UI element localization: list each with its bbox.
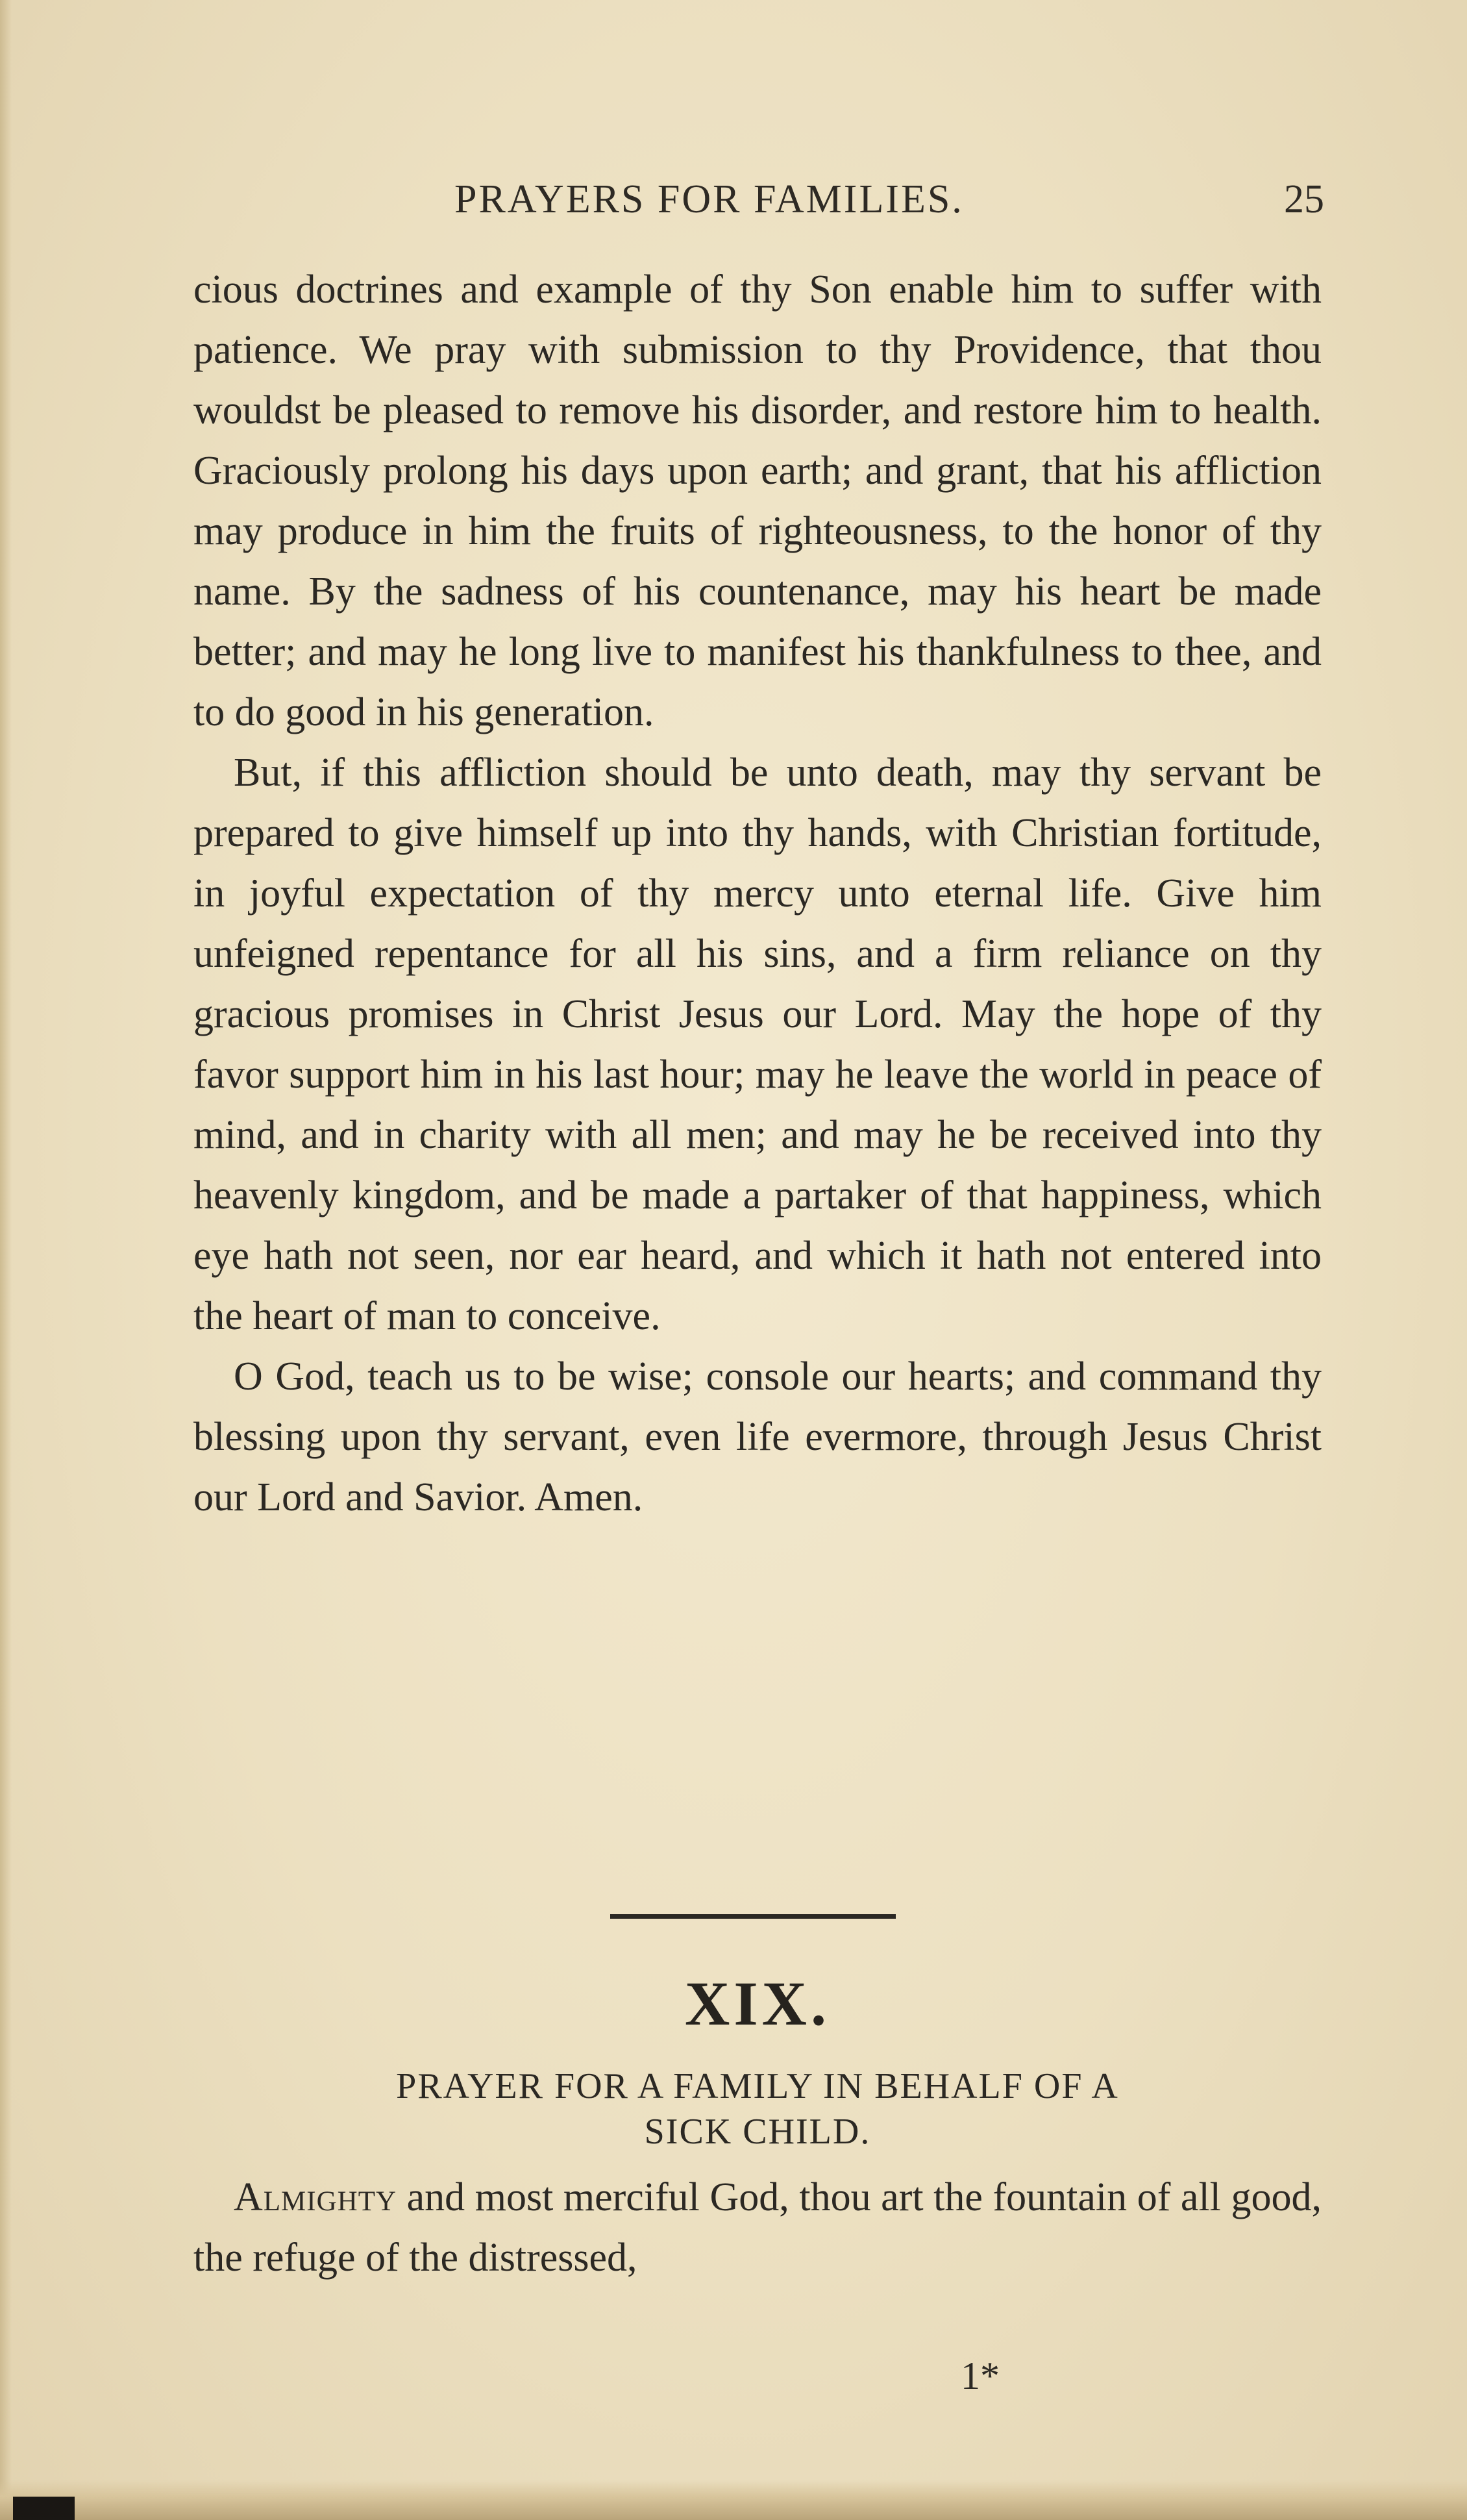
running-head: PRAYERS FOR FAMILIES. <box>454 177 964 221</box>
page-bottom-edge <box>0 2481 1467 2520</box>
paragraph-2: But, if this affliction should be unto death, may thy servant be prepared to give himself up into thy hands, with Christian fortitude, in joyful expectation of thy mercy unto eternal life. Give him unfeigned repentance for all his sins, and a firm reliance on thy gracious promises in Christ Jesus our Lord. May the hope of thy favor support him in his last hour; may he leave the world in peace of mind, and in charity with all men; and may he be received into thy heavenly kingdom, and be made a partaker of that happiness, which eye hath not seen, nor ear heard, and which it hath not entered into the heart of man to conceive. <box>193 751 1322 1338</box>
opening-text: and most merciful God, thou art the fountain of all good, the refuge of the distressed, <box>193 2175 1322 2280</box>
page-header <box>454 177 1324 229</box>
opening-word: Almighty <box>234 2175 397 2219</box>
prayer-continuation <box>193 260 1322 1528</box>
signature-mark: 1* <box>961 2354 1000 2397</box>
section-title <box>193 2064 1322 2154</box>
section-divider <box>610 1914 896 1919</box>
section-title-line-2: SICK CHILD. <box>644 2112 871 2152</box>
section-body <box>193 2167 1322 2288</box>
page-number: 25 <box>1284 177 1324 221</box>
paragraph-3: O God, teach us to be wise; console our hearts; and command thy blessing upon thy servant, even life evermore, through Jesus Christ our Lord and Savior. Amen. <box>193 1354 1322 1519</box>
page-edge-shadow <box>0 0 12 2520</box>
section-title-line-1: PRAYER FOR A FAMILY IN BEHALF OF A <box>396 2066 1119 2106</box>
section-opening-paragraph <box>193 2167 1322 2288</box>
section-number: XIX. <box>684 1969 830 2038</box>
binding-mark <box>13 2497 75 2520</box>
paragraph-1: cious doctrines and example of thy Son enable him to suffer with patience. We pray with submission to thy Providence, that thou wouldst be pleased to remove his disorder, and restore him to health. Graciously prolong his days upon earth; and grant, that his affliction may produce in him the fruits of righteousness, to the honor of thy name. By the sadness of his countenance, may his heart be made better; and may he long live to manifest his thankfulness to thee, and to do good in his generation. <box>193 268 1322 734</box>
